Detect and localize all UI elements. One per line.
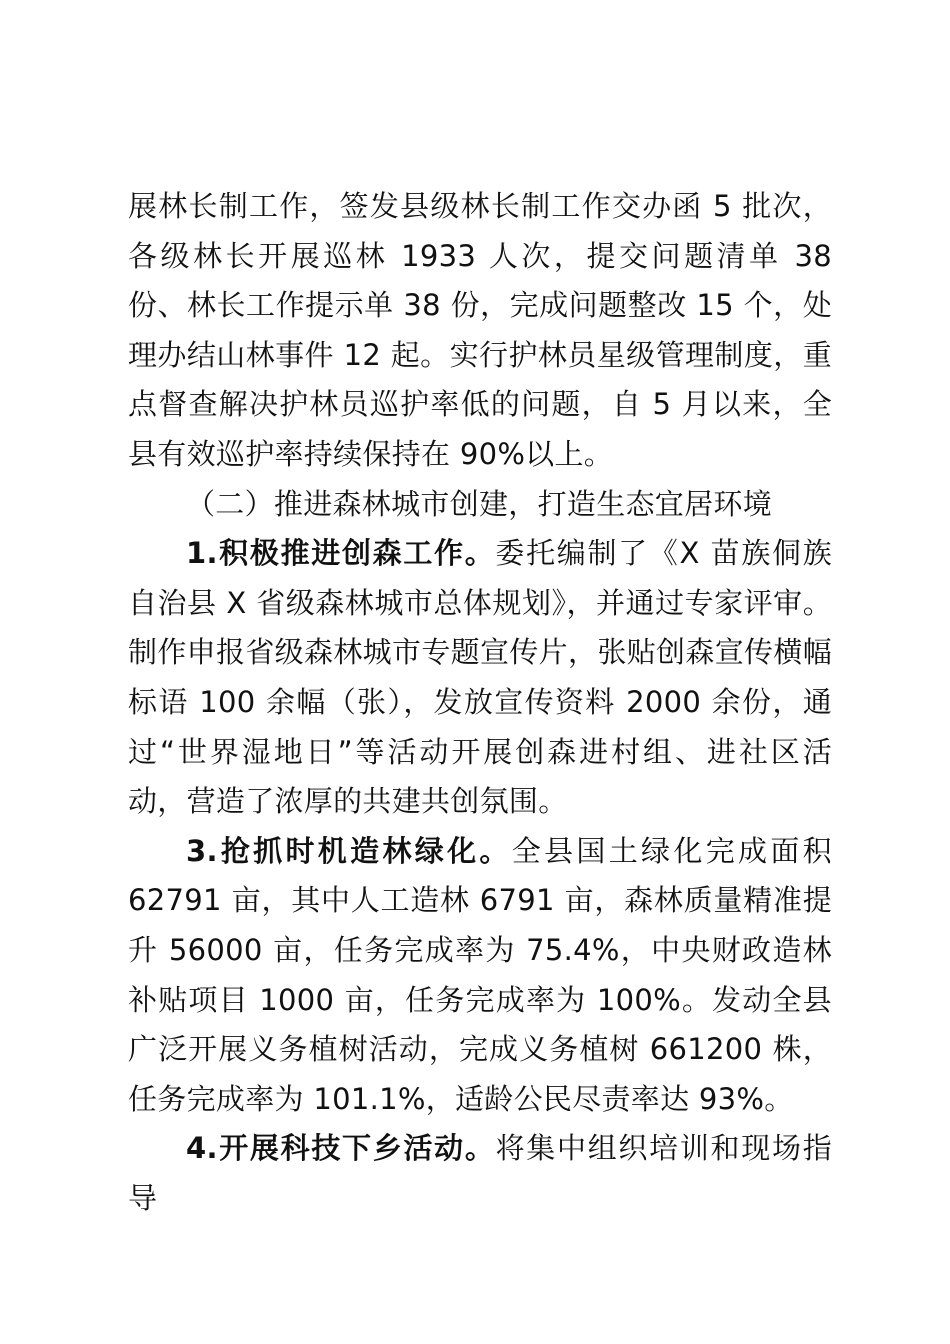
paragraph-lead: 3.抢抓时机造林绿化。 xyxy=(186,833,512,868)
paragraph-forest-chief-system xyxy=(128,182,832,480)
paragraph-text: 全县国土绿化完成面积 62791 亩，其中人工造林 6791 亩，森林质量精准提升 56000 亩，任务完成率为 75.4%，中央财政造林补贴项目 1000 亩，任务完成率为 100%。发动全县广泛开展义务植树活动，完成义务植树 661200 株，任务完成率为 101.1%，适龄公民尽责率达 93%。 xyxy=(128,833,832,1116)
section-heading-text: （二）推进森林城市创建，打造生态宜居环境 xyxy=(186,486,773,521)
paragraph-text: 委托编制了《X 苗族侗族自治县 X 省级森林城市总体规划》，并通过专家评审。制作申报省级森林城市专题宣传片，张贴创森宣传横幅标语 100 余幅（张），发放宣传资料 2000 余份，通过“世界湿地日”等活动开展创森进村组、进社区活动，营造了浓厚的共建共创氛围。 xyxy=(128,536,832,819)
paragraph-text: 展林长制工作，签发县级林长制工作交办函 5 批次，各级林长开展巡林 1933 人次，提交问题清单 38 份、林长工作提示单 38 份，完成问题整改 15 个，处理办结山林事件 12 起。实行护林员星级管理制度，重点督查解决护林员巡护率低的问题，自 5 月以来，全县有效巡护率持续保持在 90%以上。 xyxy=(128,189,832,471)
paragraph-text: 将集中组织培训和现场指导 xyxy=(128,1131,832,1215)
document-body xyxy=(128,182,832,1223)
paragraph-lead: 1.积极推进创森工作。 xyxy=(186,536,496,571)
paragraph-forest-city-creation xyxy=(128,529,832,827)
paragraph-tech-to-countryside xyxy=(128,1124,832,1223)
section-heading-forest-city xyxy=(128,480,832,530)
paragraph-afforestation xyxy=(128,827,832,1125)
paragraph-lead: 4.开展科技下乡活动。 xyxy=(186,1131,496,1166)
